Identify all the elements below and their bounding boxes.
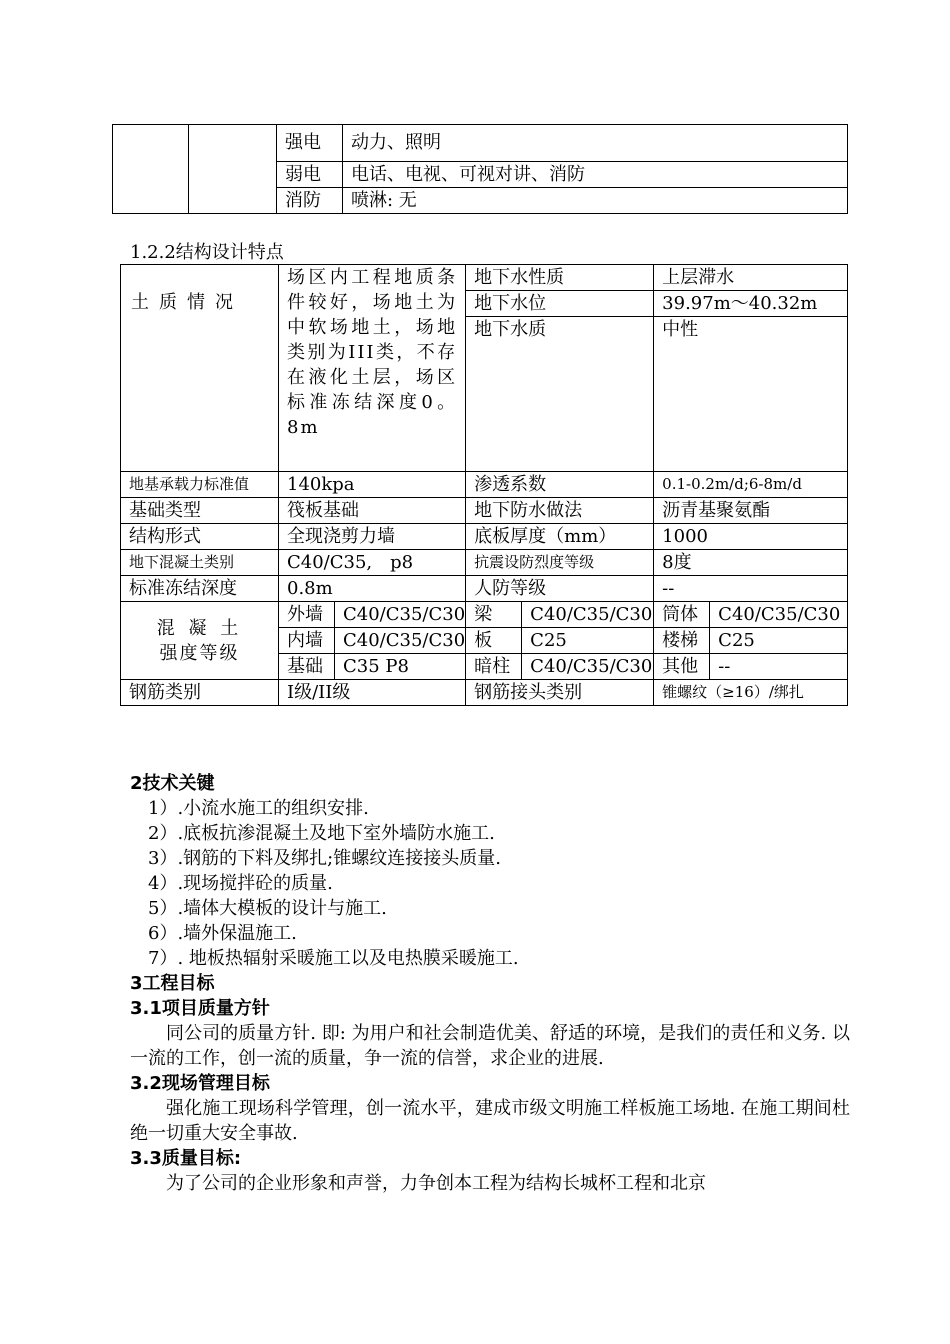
tech-section — [130, 771, 850, 1196]
grade-a-value: C35 P8 — [335, 654, 466, 680]
grade-c-value: C25 — [710, 628, 848, 654]
utility-label: 强电 — [277, 125, 343, 162]
waterproof-value: 沥青基聚氨酯 — [654, 498, 848, 524]
gw-level-label: 地下水位 — [466, 291, 654, 317]
table-row — [121, 602, 848, 628]
concrete-grade-label-line1: 混 凝 土 — [156, 617, 243, 639]
list-item: 3）.钢筋的下料及绑扎;锥螺纹连接接头质量. — [148, 848, 501, 869]
utility-label: 弱电 — [277, 162, 343, 188]
grade-a-value: C40/C35/C30 — [335, 602, 466, 628]
frost-value: 0.8m — [279, 576, 466, 602]
grade-b-value: C40/C35/C30 — [522, 602, 654, 628]
bearing-label: 地基承载力标准值 — [121, 472, 279, 498]
rebar-value: I级/II级 — [279, 680, 466, 706]
s32-paragraph: 强化施工现场科学管理，创一流水平，建成市级文明施工样板施工场地. 在施工期间杜绝一切重大安全事故. — [130, 1098, 850, 1144]
grade-b-value: C25 — [522, 628, 654, 654]
soil-label: 土质情况 — [121, 265, 279, 472]
grade-a-label: 基础 — [279, 654, 335, 680]
table-row — [113, 125, 848, 162]
list-item: 1）.小流水施工的组织安排. — [148, 798, 369, 819]
table-row — [121, 550, 848, 576]
empty-cell — [189, 125, 277, 214]
grade-a-label: 外墙 — [279, 602, 335, 628]
list-item: 6）.墙外保温施工. — [148, 923, 297, 944]
grade-c-label: 筒体 — [654, 602, 710, 628]
list-item: 4）.现场搅拌砼的质量. — [148, 873, 333, 894]
gw-quality-value: 中性 — [654, 317, 848, 472]
structure-label: 结构形式 — [121, 524, 279, 550]
tech-heading: 2技术关键 — [130, 773, 215, 794]
list-item: 5）.墙体大模板的设计与施工. — [148, 898, 387, 919]
soil-description: 场区内工程地质条件较好，场地土为中软场地土，场地类别为III类，不存在液化土层，场区标准冻结深度0。8m — [279, 265, 466, 472]
concrete-type-value: C40/C35, p8 — [279, 550, 466, 576]
permeability-label: 渗透系数 — [466, 472, 654, 498]
frost-label: 标准冻结深度 — [121, 576, 279, 602]
foundation-label: 基础类型 — [121, 498, 279, 524]
bearing-value: 140kpa — [279, 472, 466, 498]
grade-b-label: 梁 — [466, 602, 522, 628]
table-row — [121, 576, 848, 602]
utility-value: 喷淋: 无 — [343, 188, 848, 214]
concrete-grade-label — [121, 602, 279, 680]
seismic-label: 抗震设防烈度等级 — [466, 550, 654, 576]
concrete-grade-label-line2: 强度等级 — [159, 642, 240, 664]
slab-label: 底板厚度（mm） — [466, 524, 654, 550]
goals-heading: 3工程目标 — [130, 973, 215, 994]
list-item: 7）. 地板热辐射采暖施工以及电热膜采暖施工. — [148, 948, 519, 969]
grade-c-label: 其他 — [654, 654, 710, 680]
foundation-value: 筏板基础 — [279, 498, 466, 524]
gw-quality-label: 地下水质 — [466, 317, 654, 472]
table-row — [121, 498, 848, 524]
grade-c-value: -- — [710, 654, 848, 680]
s33-heading: 3.3质量目标: — [130, 1148, 242, 1169]
table-row — [121, 265, 848, 291]
splice-value: 锥螺纹（≥16）/绑扎 — [654, 680, 848, 706]
s31-heading: 3.1项目质量方针 — [130, 998, 270, 1019]
structure-table — [120, 264, 848, 706]
list-item: 2）.底板抗渗混凝土及地下室外墙防水施工. — [148, 823, 495, 844]
grade-b-label: 板 — [466, 628, 522, 654]
utilities-table — [112, 124, 848, 214]
permeability-value: 0.1-0.2m/d;6-8m/d — [654, 472, 848, 498]
structure-heading: 1.2.2结构设计特点 — [130, 242, 284, 263]
s31-paragraph: 同公司的质量方针. 即: 为用户和社会制造优美、舒适的环境，是我们的责任和义务. 以一流的工作，创一流的质量，争一流的信誉，求企业的进展. — [130, 1023, 850, 1069]
grade-b-value: C40/C35/C30 — [522, 654, 654, 680]
grade-c-value: C40/C35/C30 — [710, 602, 848, 628]
structure-value: 全现浇剪力墙 — [279, 524, 466, 550]
s32-heading: 3.2现场管理目标 — [130, 1073, 270, 1094]
gw-nature-label: 地下水性质 — [466, 265, 654, 291]
grade-b-label: 暗柱 — [466, 654, 522, 680]
s33-paragraph: 为了公司的企业形象和声誉，力争创本工程为结构长城杯工程和北京 — [166, 1173, 706, 1194]
table-row — [121, 472, 848, 498]
utility-value: 动力、照明 — [343, 125, 848, 162]
waterproof-label: 地下防水做法 — [466, 498, 654, 524]
grade-a-label: 内墙 — [279, 628, 335, 654]
slab-value: 1000 — [654, 524, 848, 550]
gw-nature-value: 上层滞水 — [654, 265, 848, 291]
rebar-label: 钢筋类别 — [121, 680, 279, 706]
table-row — [121, 680, 848, 706]
table-row — [121, 524, 848, 550]
seismic-value: 8度 — [654, 550, 848, 576]
civil-defense-value: -- — [654, 576, 848, 602]
civil-defense-label: 人防等级 — [466, 576, 654, 602]
concrete-type-label: 地下混凝土类别 — [121, 550, 279, 576]
splice-label: 钢筋接头类别 — [466, 680, 654, 706]
utility-value: 电话、电视、可视对讲、消防 — [343, 162, 848, 188]
grade-a-value: C40/C35/C30 — [335, 628, 466, 654]
empty-cell — [113, 125, 189, 214]
grade-c-label: 楼梯 — [654, 628, 710, 654]
utility-label: 消防 — [277, 188, 343, 214]
gw-level-value: 39.97m～40.32m — [654, 291, 848, 317]
